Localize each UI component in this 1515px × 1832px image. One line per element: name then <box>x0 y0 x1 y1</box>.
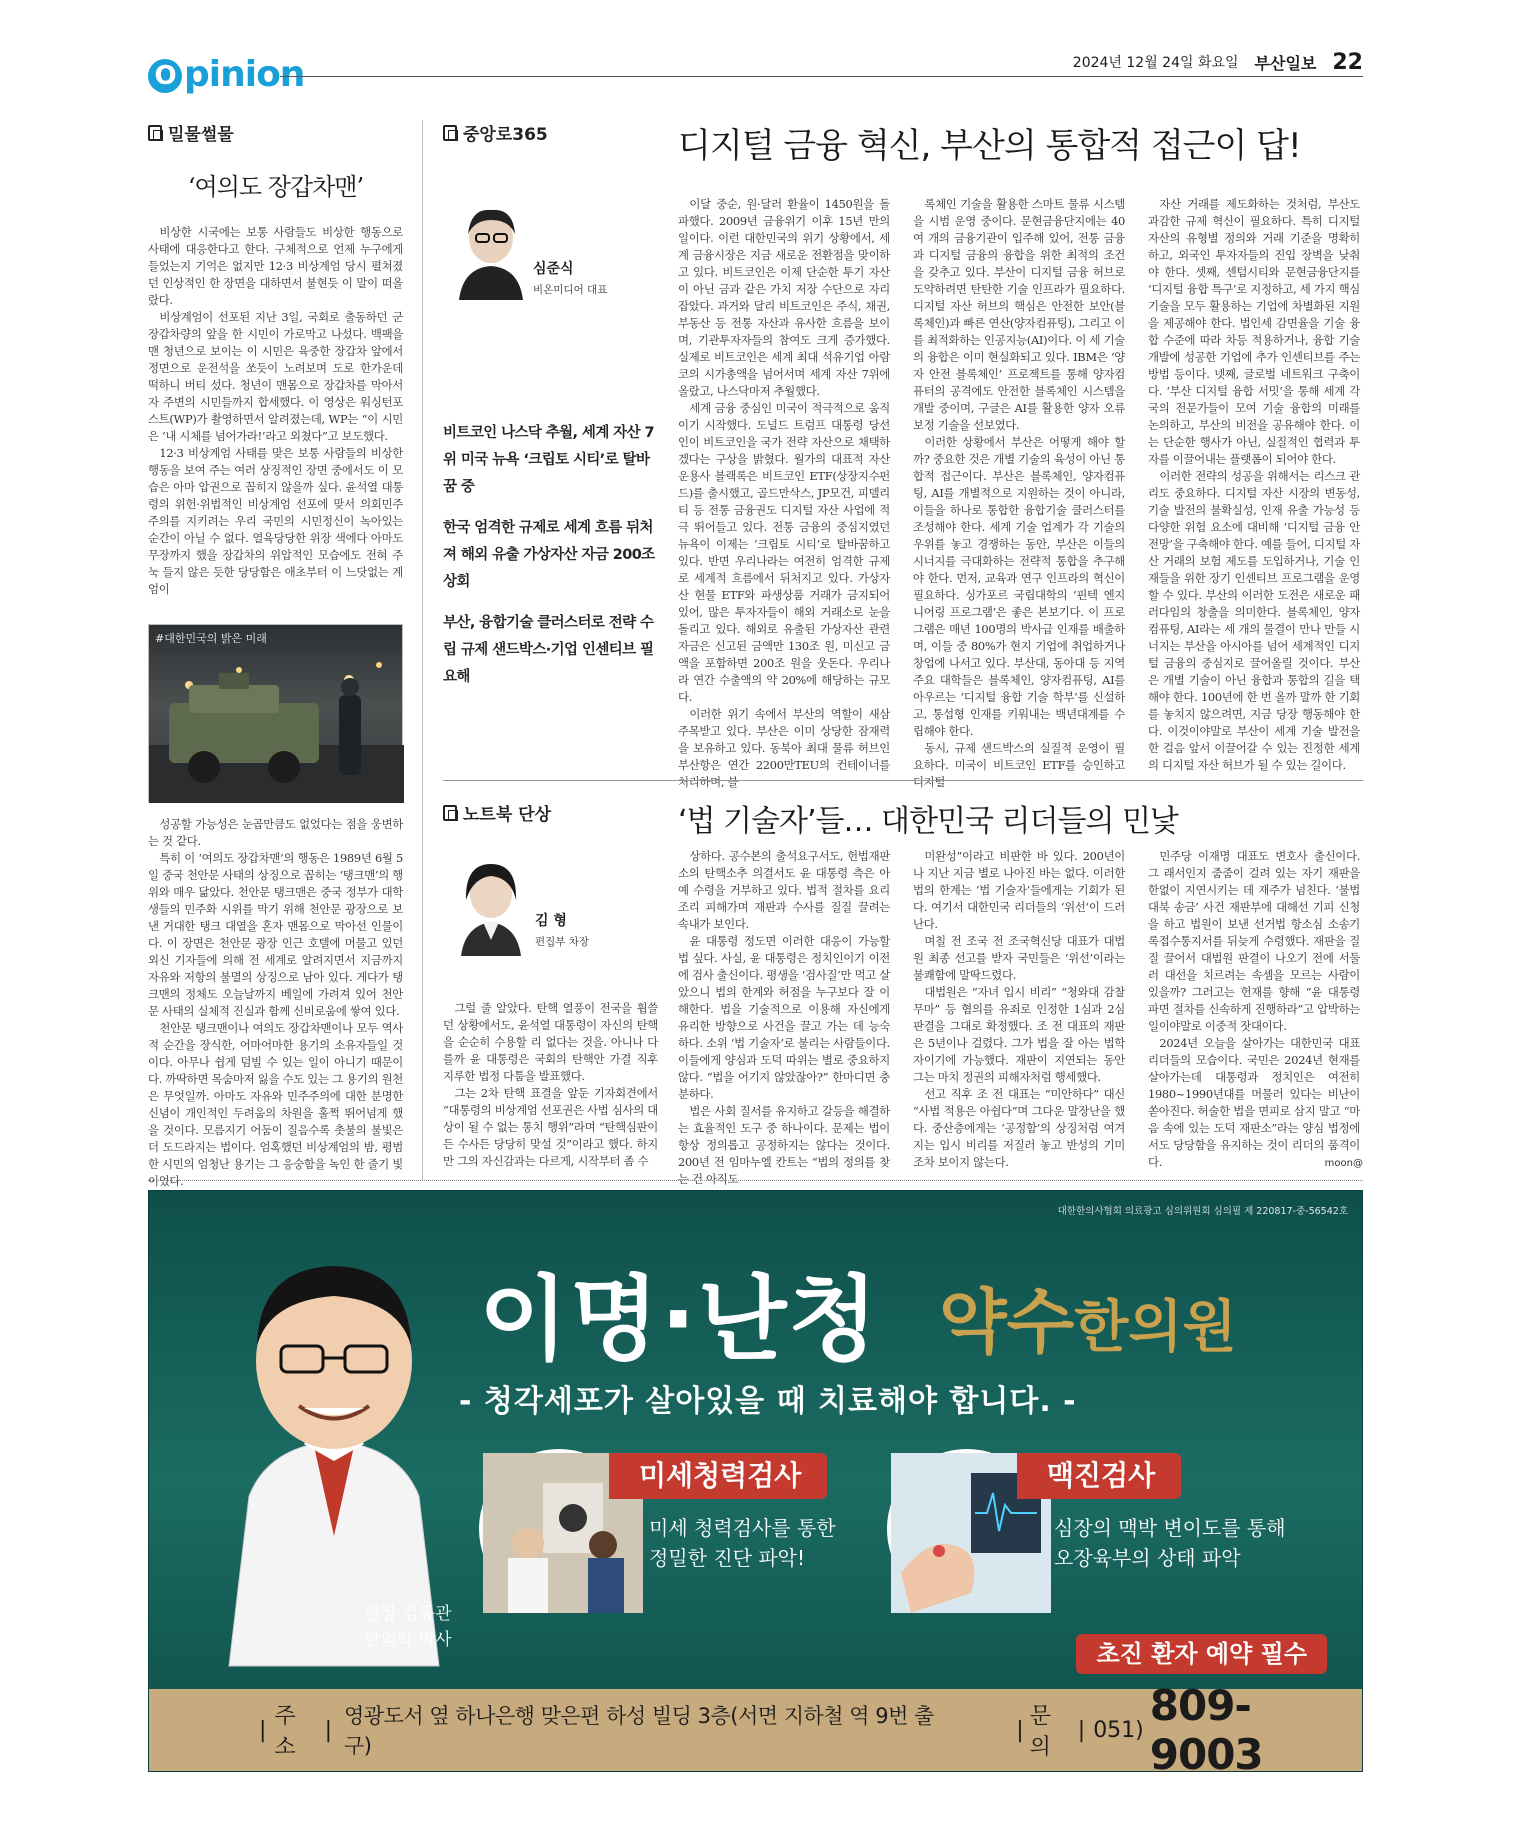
paragraph: 성공할 가능성은 눈곱만큼도 없었다는 점을 웅변하는 것 같다. <box>148 817 403 848</box>
test2-description <box>1054 1513 1286 1573</box>
section-name: pinion <box>184 54 305 95</box>
divider-mark: | <box>324 1717 332 1743</box>
document-icon <box>443 805 457 821</box>
photo-caption: #대한민국의 밝은 미래 <box>155 632 267 645</box>
notebook-column-1 <box>678 848 890 1186</box>
paragraph: 법은 사회 질서를 유지하고 갈등을 해결하는 효율적인 도구 중 하나이다. 문제는 법이 항상 정의롭고 공정하지는 않다는 것이다. 200년 전 임마누엘 칸트는 “법의 정의를 찾는 건 아직도 <box>678 1104 890 1186</box>
section-divider <box>443 780 1363 781</box>
paragraph: 비상계엄이 선포된 지난 3일, 국회로 출동하던 군 장갑차량의 앞을 한 시민이 가로막고 나섰다. 백팩을 맨 청년으로 보이는 이 시민은 육중한 장갑차 앞에서 정면으로 운전석을 쏘듯이 노려보며 도로 한가운데 떡하니 버티 섰다. 청년이 맨몸으로 장갑차를 막아서자 주변의 시민들까지 합세했다. 이 영상은 워싱턴포스트(WP)가 촬영하면서 알려졌는데, WP는 “이 시민은 ‘내 시체를 넘어가라!’라고 외쳤다”고 보도했다. <box>148 310 403 443</box>
paragraph: 비상한 시국에는 보통 사람들도 비상한 행동으로 사태에 대응한다고 한다. 구체적으로 언제 누구에게 들었는지 기억은 없지만 12·3 비상계엄 당시 펼쳐졌던 인상적인 한 장면을 대하면서 불현듯 이 말이 떠올랐다. <box>148 225 403 307</box>
column-label: 노트북 단상 <box>443 800 1363 825</box>
center-article <box>443 120 1363 789</box>
column-divider <box>422 120 423 1180</box>
author-portrait-illustration <box>451 200 531 300</box>
paragraph: 대법원은 “자녀 입시 비리” “청와대 감찰 무마” 등 혐의를 유죄로 인정한 1심과 2심 판결을 그대로 확정했다. 조 전 대표의 재판은 5년이나 걸렸다. 그가 법을 잘 아는 법학자이기에 가능했다. 재판이 지연되는 동안 그는 마치 정권의 피해자처럼 행세했다. <box>913 985 1125 1084</box>
doctor-info <box>364 1601 452 1653</box>
paragraph: 그는 2차 탄핵 표결을 앞둔 기자회견에서 “대통령의 비상계엄 선포권은 사법 심사의 대상이 될 수 없는 통치 행위”라며 “탄핵심판이든 수사든 당당히 맞설 것”이라고 했다. 하지만 그의 자신감과는 다르게, 시작부터 좀 수 <box>443 1086 658 1168</box>
paragraph: 윤 대통령 정도면 이러한 대응이 가능할 법 싶다. 사실, 윤 대통령은 정치인이기 이전에 검사 출신이다. 평생을 ‘검사질’만 먹고 살았으니 법의 한계와 허점을 누구보다 잘 이해한다. 법을 기술적으로 이용해 자신에게 유리한 방향으로 사건을 끌고 가는 데 능숙하다. 소위 ‘법 기술자’로 불리는 사람들이다. 이들에게 양심과 도덕 따위는 별로 중요하지 않다. “법을 어기지 않았잖아?” 한마디면 충분하다. <box>678 934 890 1101</box>
paragraph: 상하다. 공수본의 출석요구서도, 헌법재판소의 탄핵소추 의결서도 윤 대통령 측은 아예 수령을 거부하고 있다. 법적 절차를 요리조리 피해가며 재판과 수사를 질질 끌려는 속내가 보인다. <box>678 849 890 931</box>
test1-desc-line1: 미세 청력검사를 통한 <box>649 1516 836 1540</box>
paragraph: 12·3 비상계엄 사태를 맞은 보통 사람들의 비상한 행동을 보여 주는 여러 상징적인 장면 중에서도 이 모습은 아마 압권으로 꼽히지 않을까 싶다. 윤석열 대통령의 위헌·위법적인 비상계엄 선포에 맞서 의회민주주의를 지키려는 우리 국민의 시민정신이 녹아있는 순간이 아닐 수 없다. 열육당당한 위장 색에다 아마도 무장까지 했을 장갑차의 위압적인 모습에도 전혀 주눅 들지 않은 듯한 당당함은 애초부터 이 느닷없는 계엄이 <box>148 446 403 596</box>
booking-badge: 초진 환자 예약 필수 <box>1076 1634 1327 1674</box>
signature: moon@ <box>1324 1158 1363 1169</box>
notebook-column-0 <box>443 1000 658 1172</box>
ad-slogan: - 청각세포가 살아있을 때 치료해야 합니다. - <box>459 1384 1077 1419</box>
column-body-bottom <box>148 816 403 1196</box>
paragraph: 그럴 줄 알았다. 탄핵 열풍이 전국을 휩쓸던 상황에서도, 윤석열 대통령이 자신의 탄핵을 순순히 수용할 리 없다는 것을. 아니나 다를까 윤 대통령은 국회의 탄핵안 가결 직후 지루한 법정 다툼을 발표했다. <box>443 1001 658 1083</box>
header-meta <box>1061 50 1363 74</box>
article-headline: 디지털 금융 혁신, 부산의 통합적 접근이 답! <box>678 126 1301 166</box>
notebook-column-2 <box>913 848 1125 1172</box>
advertisement <box>148 1190 1363 1779</box>
paragraph: 이러한 전략의 성공을 위해서는 리스크 관리도 중요하다. 디지털 자산 시장의 변동성, 기술 발전의 불확실성, 인재 유출 가능성 등 다양한 위험 요소에 대비해 ‘디지털 금융 안전망’을 구축해야 한다. 예를 들어, 디지털 자산 거래의 보험 제도를 도입하거나, 기술 인재들을 위한 장기 인센티브 프로그램을 운영할 수 있다. 부산의 이러한 도전은 새로운 패러다임의 창출을 의미한다. 블록체인, 양자컴퓨팅, AI라는 세 개의 물결이 만나 만들 시너지는 부산을 아시아를 넘어 세계적인 디지털 금융의 중심지로 끌어올릴 것이다. 부산은 개별 기술이 아닌 융합과 통합의 길을 택해야 한다. 100년에 한 번 올까 말까 한 기회를 놓치지 않으려면, 지금 당장 행동해야 한다. 이것이야말로 부산이 세계 기술 발전을 한 걸음 앞서 이끌어갈 수 있는 진정한 세계의 디지털 자산 허브가 될 수 있는 길이다. <box>1148 469 1360 772</box>
document-icon <box>443 125 457 141</box>
test2-title: 맥진검사 <box>1017 1453 1181 1499</box>
ad-title-right-b: 한의원 <box>1074 1295 1237 1360</box>
test2-desc-line2: 오장육부의 상태 파악 <box>1054 1546 1241 1570</box>
article-column-2 <box>913 196 1125 789</box>
paragraph: 2024년 오늘을 살아가는 대한민국 대표 리더들의 모습이다. 국민은 2024년 현재를 살아가는데 대통령과 정치인은 여전히 1980~1990년대를 머물러 있다는 비난이 쏟아진다. 허술한 법을 면피로 삼지 말고 “마음 속에 있는 도덕 재판소”라는 양심 법정에서도 당당함을 유지하는 것이 리더의 품격이다. <box>1148 1036 1360 1169</box>
header-rule <box>280 76 1363 77</box>
ad-contact-bar <box>149 1681 1362 1779</box>
vehicle-illustration <box>149 625 404 803</box>
paragraph: 며칠 전 조국 전 조국혁신당 대표가 대법원 최종 선고를 받자 국민들은 ‘위선’이라는 불쾌함에 말딱드렸다. <box>913 934 1125 982</box>
subheads <box>443 420 658 691</box>
test1-desc-line2: 정밀한 진단 파악! <box>649 1546 805 1570</box>
paragraph: 동시, 규제 샌드박스의 실질적 운영이 필요하다. 미국이 비트코인 ETF를 승인하고 디지털 <box>913 741 1125 789</box>
paragraph: 민주당 이재명 대표도 변호사 출신이다. 그 래서인지 줌줌이 걸려 있는 자기 재판을 한없이 지연시키는 데 재주가 넘친다. ‘불법 대북 송금’ 사건 재판부에 대해선 기피 신청을 하고 법원이 보낸 선거법 항소심 소송기록접수통지서를 뒤늦게 수령했다. 재판을 질질 끌어서 대법원 판결이 나오기 전에 서둘러 대선을 치르려는 속셈을 모르는 사람이 있을까? 그러고는 헌재를 향해 “윤 대통령 파면 절차를 신속하게 진행하라”고 압박하는 일이야말로 이중적 잣대이다. <box>1148 849 1360 1033</box>
test1-title: 미세청력검사 <box>609 1453 827 1499</box>
contact-label: 문의 <box>1029 1704 1051 1760</box>
column-label: 중앙로365 <box>443 120 1363 145</box>
subhead-3: 부산, 융합기술 클러스터로 전략 수립 규제 샌드박스·기업 인센티브 필요해 <box>443 615 654 685</box>
ad-divider <box>148 1180 1363 1181</box>
divider-mark: | <box>1016 1717 1024 1743</box>
column-title: ‘여의도 장갑차맨’ <box>187 173 364 201</box>
author-name: 김 형 <box>535 913 567 929</box>
area-code: 051) <box>1093 1717 1144 1743</box>
subhead-1: 비트코인 나스닥 추월, 세계 자산 7위 미국 뉴욕 ‘크립토 시티’로 탈바꿈 중 <box>443 425 654 495</box>
paragraph: 자산 거래를 제도화하는 것처럼, 부산도 과감한 규제 혁신이 필요하다. 특히 디지털 자산의 유형별 정의와 거래 기준을 명확히 하고, 외국인 투자자들의 진입 장벽을 낮춰야 한다. 셋째, 센텀시티와 문현금융단지를 ‘디지털 융합 특구’로 지정하고, 세 가지 핵심 기술을 모두 활용하는 기업에 차별화된 지원을 제공해야 한다. 법인세 감면율을 기술 융합 수준에 따라 차등 적용하거나, 융합 기술 개발에 성공한 기업에 추가 인센티브를 주는 방법 등이다. 넷째, 글로벌 네트워크 구축이다. ‘부산 디지털 융합 서밋’을 통해 세계 각국의 전문가들이 모여 기술 융합의 미래를 논의하고, 부산의 비전을 공유해야 한다. 이는 단순한 행사가 아닌, 실질적인 협력과 투자를 이끌어내는 플랫폼이 되어야 한다. <box>1148 197 1360 466</box>
author-title: 비온미디어 대표 <box>533 284 608 296</box>
logo-o-mark: O <box>148 59 182 93</box>
paper-name: 부산일보 <box>1254 53 1317 73</box>
divider-mark: | <box>259 1717 267 1743</box>
test1-description <box>649 1513 836 1573</box>
document-icon <box>148 125 162 141</box>
paragraph: 세계 금융 중심인 미국이 적극적으로 움직이기 시작했다. 도널드 트럼프 대통령 당선인이 비트코인을 국가 전략 자산으로 채택하겠다는 구상을 밝혔다. 월가의 대표적 자산운용사 블랙록은 비트코인 ETF(상장지수펀드)를 출시했고, 골드만삭스, JP모건, 피델리티 등 전통 금융권도 디지털 자산 사업에 적극 뛰어들고 있다. 전통 금융의 중심지였던 뉴욕이 이제는 ‘크립토 시티’로 탈바꿈하고 있다. 반면 우리나라는 여전히 엄격한 규제로 세계적 흐름에서 뒤처지고 있다. 가상자산 현물 ETF와 파생상품 거래가 금지되어 있어, 많은 투자자들이 해외 거래소로 눈을 돌리고 있다. 해외로 유출된 가상자산 관련 자금은 신고된 금액만 130조 원, 미신고 금액을 포함하면 200조 원을 웃돈다. 우리나라 연간 수출액의 약 20%에 해당하는 규모다. <box>678 401 890 704</box>
doctor-degree: 한의학 박사 <box>364 1630 452 1650</box>
phone-number[interactable]: 809-9003 <box>1149 1681 1263 1779</box>
address-label: 주소 <box>274 1704 296 1760</box>
article-column-1 <box>678 196 890 789</box>
author-photo <box>451 200 531 300</box>
paragraph: 천안문 탱크맨이나 여의도 장갑차맨이나 모두 역사적 순간을 장식한, 어마어마한 용기의 소유자들일 것이다. 아무나 쉽게 덤빌 수 있는 일이 아니기 때문이다. 까딱하면 목숨마저 잃을 수도 있는 그 용기의 원천은 무엇일까. 아마도 자유와 민주주의에 대한 분명한 신념이 개인적인 두려움의 차원을 훌쩍 뛰어넘게 했을 것이다. 모름지기 어둠이 질음수록 촛불의 불빛은 더 도드라지는 법이다. 엄혹했던 비상계엄의 밤, 평범한 시민의 엄청난 용기는 그 응숭함을 녹인 한 줄기 빛이었다. <box>148 1021 403 1188</box>
masthead <box>148 50 1363 100</box>
paragraph: 특히 이 ‘여의도 장갑차맨’의 행동은 1989년 6월 5일 중국 천안문 사태의 상징으로 꼽히는 ‘탱크맨’의 행위와 매우 닮았다. 천안문 탱크맨은 중국 정부가 대학생들의 민주화 시위를 막기 위해 천안문 광장으로 보낸 거대한 탱크 대열을 혼자 맨몸으로 막아선 인물이다. 이 장면은 천안문 광장 인근 호텔에 머물고 있던 외신 기자들에 의해 전 세계로 알려지면서 지금까지 자유와 저항의 불멸의 상징으로 남아 있다. 게다가 탱크맨의 정체도 오늘날까지 베일에 가려져 있어 천안문 사태의 실체적 진실과 함께 신비로움에 쌓여 있다. <box>148 851 403 1018</box>
ad-title-left: 이명·난청 <box>479 1266 880 1373</box>
paragraph: 록체인 기술을 활용한 스마트 물류 시스템을 시범 운영 중이다. 문현금융단지에는 40여 개의 금융기관이 입주해 있어, 전통 금융과 디지털 금융의 융합을 위한 최적의 조건을 갖추고 있다. 부산이 디지털 금융 허브로 도약하려면 탄탄한 기술 인프라가 필요하다. 디지털 자산 허브의 핵심은 안전한 보안(블록체인)과 빠른 연산(양자컴퓨팅), 그리고 이를 최적화하는 인공지능(AI)이다. 이 세 기술의 융합은 이미 현실화되고 있다. IBM은 ‘양자 안전 블록체인’ 프로젝트를 통해 양자컴퓨터의 공격에도 안전한 블록체인 시스템을 개발 중이며, 구글은 AI를 활용한 양자 오류 보정 기술을 선보였다. <box>913 197 1125 432</box>
paragraph: 미완성”이라고 비판한 바 있다. 200년이나 지난 지금 별로 나아진 바는 없다. 이러한 법의 한계는 ‘법 기술자’들에게는 기회가 된다. 여기서 대한민국 리더들의 ‘위선’이 드러난다. <box>913 849 1125 931</box>
column-label: 밀물썰물 <box>148 120 403 145</box>
paragraph: 이달 중순, 원·달러 환율이 1450원을 돌파했다. 2009년 금융위기 이후 15년 만의 일이다. 이런 대한민국의 위기 상황에서, 세계 금융시장은 지금 새로운 전환점을 맞이하고 있다. 비트코인은 이제 단순한 투기 자산이 아닌 금과 같은 가치 저장 수단으로 자리 잡았다. 과거와 달리 비트코인은 주식, 채권, 부동산 등 전통 자산과 유사한 흐름을 보이며, 기관투자자들의 참여도 크게 증가했다. 실제로 비트코인은 세계 최대 석유기업 아람코의 시가총액을 넘어서며 세계 자산 7위에 올랐고, 나스닥마저 추월했다. <box>678 197 890 398</box>
doctor-role: 원장 김동관 <box>364 1604 452 1624</box>
divider-mark: | <box>1077 1717 1086 1743</box>
test2-desc-line1: 심장의 맥박 변이도를 통해 <box>1054 1516 1286 1540</box>
page-number: 22 <box>1332 49 1363 75</box>
address: 영광도서 옆 하나은행 맞은편 하성 빌딩 3층(서면 지하철 역 9번 출구) <box>344 1704 934 1758</box>
paragraph: 이러한 위기 속에서 부산의 역할이 새삼 주목받고 있다. 부산은 이미 상당한 잠재력을 보유하고 있다. 동북아 최대 물류 허브인 부산항은 연간 2200만TEU의 컨테이너를 처리하며, 블 <box>678 707 890 789</box>
notebook-article <box>443 800 1363 1186</box>
article-headline: ‘법 기술자’들… 대한민국 리더들의 민낯 <box>678 804 1178 839</box>
ad-title-right <box>939 1266 1237 1367</box>
ad-title-right-a: 약수 <box>939 1281 1075 1363</box>
subhead-2: 한국 엄격한 규제로 세계 흐름 뒤처져 해외 유출 가상자산 자금 200조 상회 <box>443 520 655 590</box>
issue-date: 2024년 12월 24일 화요일 <box>1072 55 1239 71</box>
armored-vehicle-photo <box>148 624 403 802</box>
left-column <box>148 120 403 1213</box>
column-body-top <box>148 224 403 614</box>
section-logo <box>148 54 304 95</box>
article-column-3 <box>1148 196 1360 772</box>
paragraph: 선고 직후 조 전 대표는 “미안하다” 대신 “사법 적용은 아쉽다”며 그다운 말장난을 했다. 중산층에게는 ‘공정함’의 상징처럼 여겨지는 입시 비리를 저질러 놓고 반성의 기미조차 보이지 않는다. <box>913 1087 1125 1169</box>
author-photo <box>451 856 531 956</box>
author-portrait-illustration <box>451 856 531 956</box>
author-name: 심준식 <box>533 261 574 277</box>
ad-notice: 대한한의사협회 의료광고 심의위원회 심의필 제 220817-중-56542호 <box>1057 1206 1348 1217</box>
author-title: 편집부 차장 <box>535 936 590 948</box>
paragraph: 이러한 상황에서 부산은 어떻게 해야 할까? 중요한 것은 개별 기술의 육성이 아닌 통합적 접근이다. 부산은 블록체인, 양자컴퓨팅, AI를 개별적으로 지원하는 것이 아니라, 이들을 하나로 통합한 융합기술 클러스터를 조성해야 한다. 세계 기술 업계가 각 기술의 우위를 놓고 경쟁하는 동안, 부산은 이들의 시너지를 극대화하는 전략적 통합을 추구해야 한다. 먼저, 교육과 연구 인프라의 혁신이 필요하다. 싱가포르 국립대학의 ‘핀텍 엔지니어링 프로그램’은 좋은 본보기다. 이 프로그램은 매년 100명의 박사급 인재를 배출하며, 이들 중 80%가 현지 기업에 취업하거나 창업에 나서고 있다. 부산대, 동아대 등 지역 주요 대학들은 블록체인, 양자컴퓨팅, AI를 아우르는 ‘디지털 융합 기술 학부’를 신설하고, 통섭형 인재를 키워내는 백년대계를 수립해야 한다. <box>913 435 1125 738</box>
